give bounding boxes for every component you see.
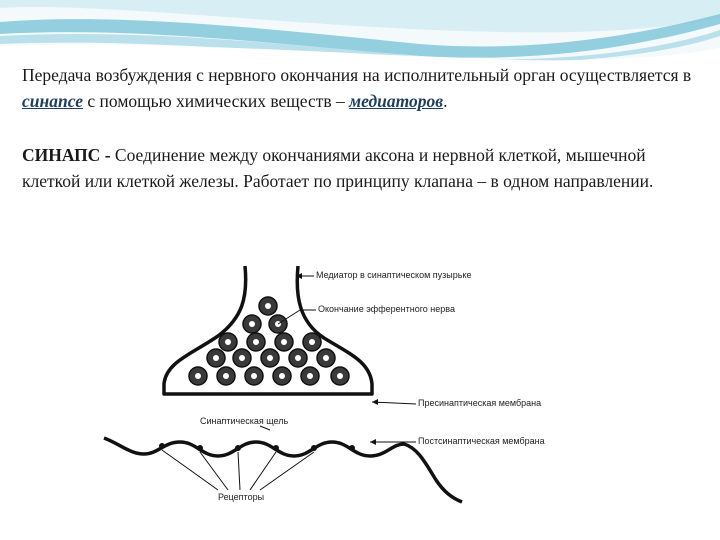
label-mediator-vesicle: Медиатор в синаптическом пузырьке xyxy=(316,270,472,280)
intro-text-end: . xyxy=(443,91,448,111)
definition-term: СИНАПС - xyxy=(22,145,115,165)
definition-text-1: Соединение между окончаниями аксона и нервной клеткой, мышечной клеткой или клеткой железы. xyxy=(22,145,646,191)
label-synaptic-cleft: Синаптическая щель xyxy=(200,416,289,426)
label-postsynaptic-membrane: Постсинаптическая мембрана xyxy=(418,436,545,446)
label-receptors: Рецепторы xyxy=(218,492,265,502)
postsynaptic-membrane-outline xyxy=(104,438,462,502)
label-efferent-ending: Окончание эфферентного нерва xyxy=(318,304,455,314)
intro-text-2: с помощью химических веществ – xyxy=(83,91,350,111)
header-wave-decoration xyxy=(0,0,720,62)
intro-text-1: Передача возбуждения с нервного окончания на исполнительный орган осуществляется в xyxy=(22,65,692,85)
synapse-diagram xyxy=(100,258,600,516)
label-presynaptic-membrane: Пресинаптическая мембрана xyxy=(418,398,542,408)
definition-text-2: Работает по принципу клапана – в одном направлении. xyxy=(238,171,654,191)
arrowheads xyxy=(296,273,378,445)
term-mediators-link[interactable]: медиаторов xyxy=(349,91,444,111)
slide-text xyxy=(22,62,702,194)
intro-paragraph xyxy=(22,62,702,114)
synapse-drawing xyxy=(100,258,600,516)
term-synapse-link[interactable]: синапсе xyxy=(22,91,84,111)
definition-paragraph xyxy=(22,142,702,194)
